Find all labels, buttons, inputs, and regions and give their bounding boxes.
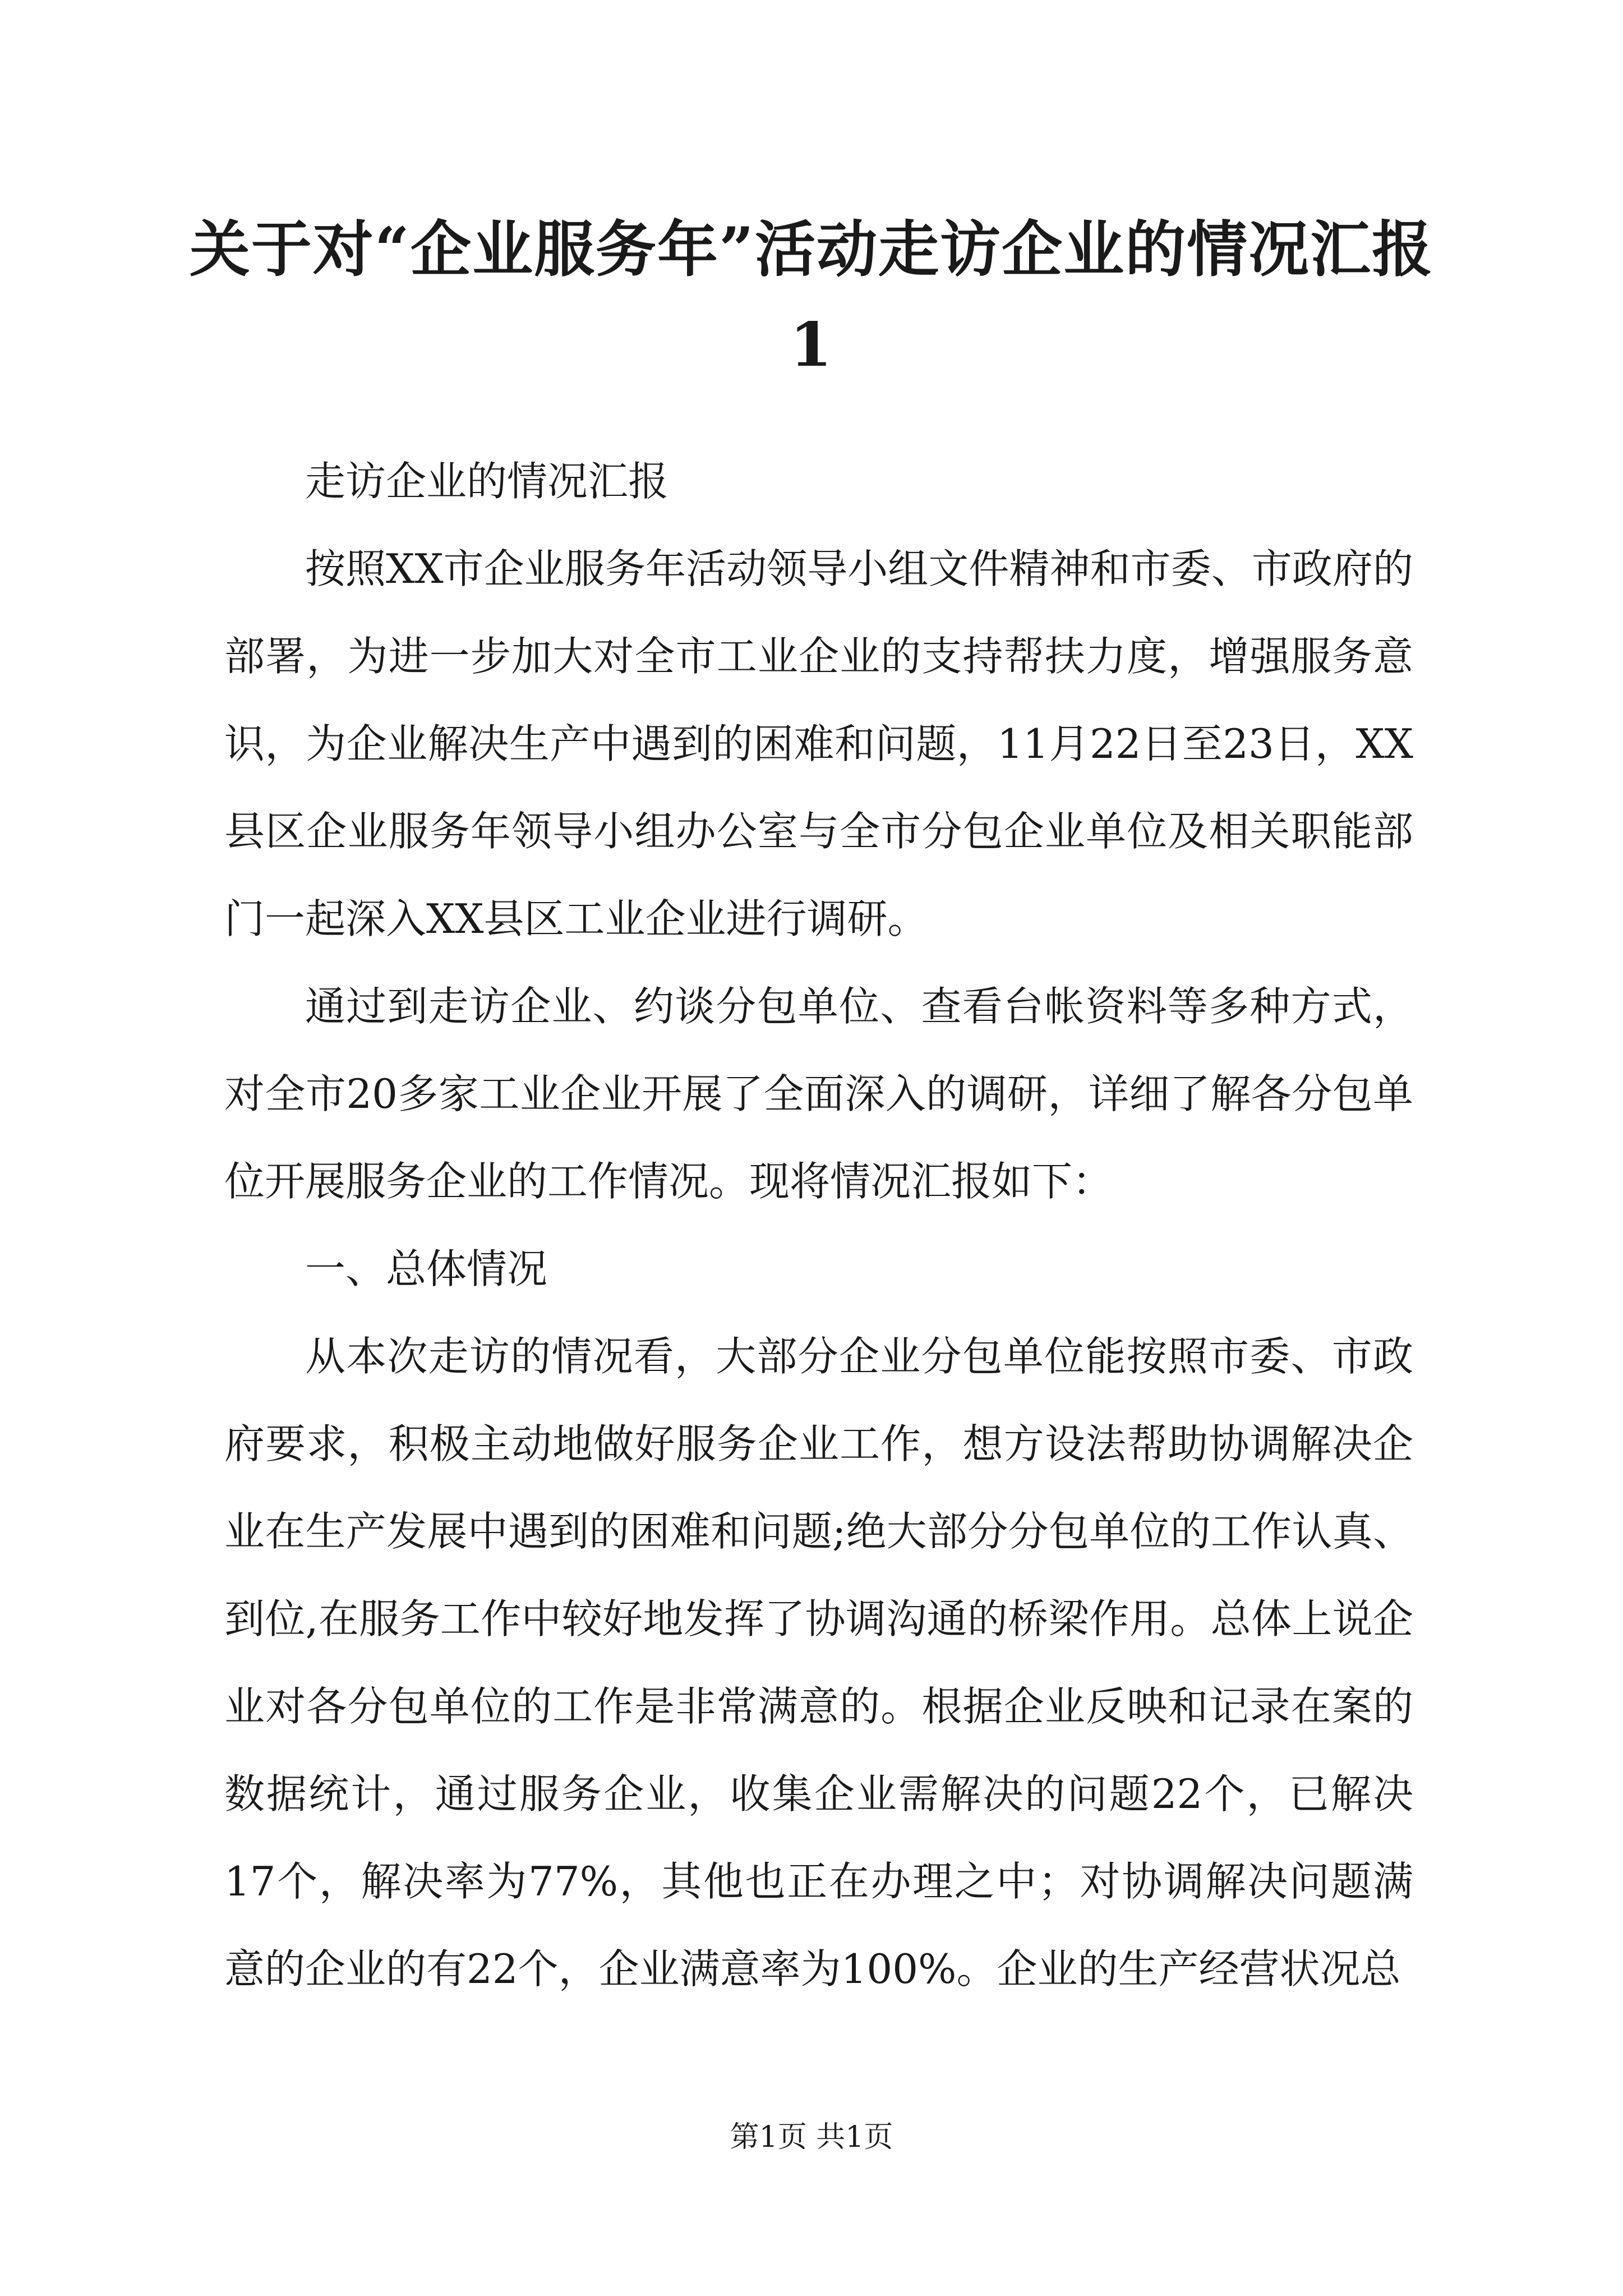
- paragraph-subtitle: 走访企业的情况汇报: [305, 458, 669, 505]
- section-heading-overall: 一、总体情况: [305, 1245, 548, 1292]
- document-body: [224, 438, 1413, 2013]
- paragraph-overall: 从本次走访的情况看，大部分企业分包单位能按照市委、市政府要求，积极主动地做好服务企业工作，想方设法帮助协调解决企业在生产发展中遇到的困难和问题;绝大部分分包单位的工作认真、到位,在服务工作中较好地发挥了协调沟通的桥梁作用。总体上说企业对各分包单位的工作是非常满意的。根据企业反映和记录在案的数据统计，通过服务企业，收集企业需解决的问题22个，已解决17个，解决率为77%，其他也正在办理之中；对协调解决问题满意的企业的有22个，企业满意率为100%。企业的生产经营状况总: [224, 1333, 1413, 1993]
- page-footer: 第1页 共1页: [730, 2120, 893, 2154]
- paragraph-method: 通过到走访企业、约谈分包单位、查看台帐资料等多种方式，对全市20多家工业企业开展了全面深入的调研，详细了解各分包单位开展服务企业的工作情况。现将情况汇报如下：: [224, 983, 1413, 1205]
- paragraph-intro: 按照XX市企业服务年活动领导小组文件精神和市委、市政府的部署，为进一步加大对全市工业企业的支持帮扶力度，增强服务意识，为企业解决生产中遇到的困难和问题，11月22日至23日，XX县区企业服务年领导小组办公室与全市分包企业单位及相关职能部门一起深入XX县区工业企业进行调研。: [224, 545, 1413, 942]
- document-title: 关于对“企业服务年”活动走访企业的情况汇报1: [189, 214, 1434, 380]
